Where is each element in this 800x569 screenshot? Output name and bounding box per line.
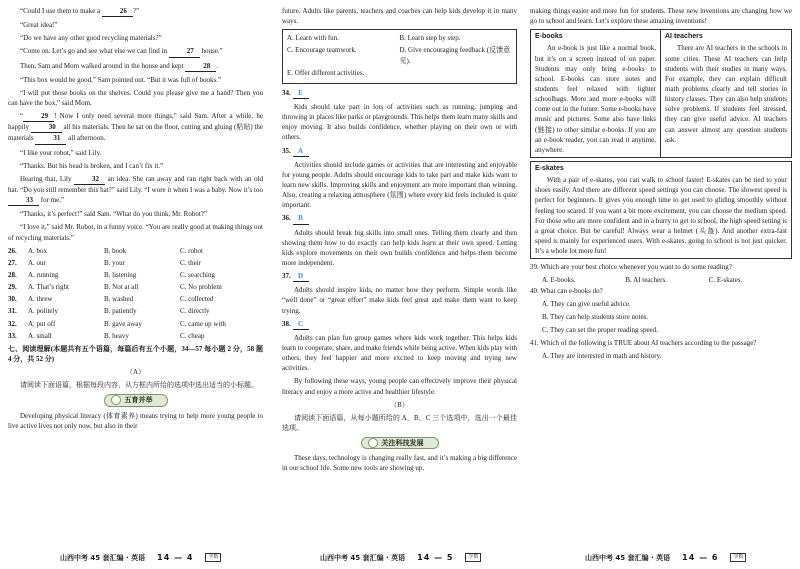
paragraph: future. Adults like parents, teachers and coaches can help kids develop it in many ways. bbox=[282, 7, 517, 26]
column-left bbox=[8, 6, 263, 546]
brand-logo: 学数 bbox=[730, 553, 746, 562]
answer-37[interactable]: D bbox=[293, 271, 309, 282]
question-row: 33. A. small B. heavy C. cheap bbox=[8, 331, 205, 340]
paragraph: “I love it,” said Mr. Robot, in a funny voice. “You are really good at making things out of recycling materials.” bbox=[8, 223, 263, 242]
option[interactable]: B. They can help students store notes. bbox=[542, 312, 649, 321]
question-39: 39. Which are your best choice whenever you want to do some reading? bbox=[530, 263, 732, 272]
question-row: 32. A. put off B. gave away C. came up with bbox=[8, 319, 226, 328]
blank-27[interactable]: 27 bbox=[169, 46, 200, 57]
topic-banner: 关注科技发展 bbox=[282, 437, 517, 449]
option[interactable]: A. They are interested in math and history. bbox=[542, 352, 662, 361]
gear-icon bbox=[368, 438, 378, 448]
eskates-text: With a pair of e-skates, you can walk to school faster! E-skates can be tied to your shoes easily. And there are different speed settings you can choose. The slowest speed is perfect for beginners. It gives you enough time to get used to gliding smoothly without feeling too scared. If you want a bit more excitement, you can choose the medium speed. For those who are more confident and in a hurry to get to school, the high speed setting is a great choice. But be careful! Always wear a helmet (头盔). And another extra-fast speed is mainly for experienced users. With e-skates, going to school is not just quicker. It’s a whole lot more fun! bbox=[535, 176, 787, 256]
paragraph: making things easier and more fun for students. These new inventions are changing how we go to school and learn. Let’s explore these amazing inventions! bbox=[530, 7, 792, 26]
ebooks-title: E-books bbox=[535, 33, 563, 41]
blank-30[interactable]: 30 bbox=[31, 122, 62, 133]
paragraph: “I like your robot,” said Lily. bbox=[20, 148, 102, 157]
blank-28[interactable]: 28 bbox=[185, 61, 216, 72]
ai-title: AI teachers bbox=[665, 33, 703, 41]
paragraph: Adults can plan fun group games where kids work together. This helps kids learn to cooperate, share, and make friends while being active. When kids play with others, they feel happier and more excited to keep moving and trying new activities. bbox=[282, 333, 517, 373]
part-label: （B） bbox=[390, 400, 409, 409]
eskates-box bbox=[530, 161, 792, 259]
question-41: 41. Which of the following is TRUE about AI teachers according to the passage? bbox=[530, 339, 757, 348]
question-row: 27. A. our B. your C. their bbox=[8, 258, 201, 267]
blank-26[interactable]: 26 bbox=[102, 6, 133, 17]
paragraph: “ 29 ! Now I only need several more things,” said Sam. After a while, he happily 30 all his materials. Then he sat on the floor, cutting and gluing (粘贴) the materials 31 all afternoon. bbox=[8, 111, 263, 144]
options-box: A. Learn with fun. B. Learn step by step. C. Encourage teamwork. D. Give encouraging feedback (反馈意见). E. Offer different activities. bbox=[282, 29, 517, 84]
footer-middle: 山西中考 45 套汇编 · 英语 14 — 5 学数 bbox=[320, 552, 481, 564]
question-line: 37. D bbox=[282, 271, 517, 282]
blank-31[interactable]: 31 bbox=[35, 133, 66, 144]
paragraph: Developing physical literacy (体育素养) means trying to help more young people to live active lives not only now, but also in their bbox=[8, 411, 263, 430]
paragraph: Then, Sam and Mom walked around in the house and kept 28 . bbox=[8, 61, 263, 72]
question-row: 29. A. That’s right B. Not at all C. No problem bbox=[8, 283, 222, 292]
paragraph: By following these ways, young people can effectively improve their physical literacy and enjoy a more active and healthier lifestyle. bbox=[282, 377, 517, 396]
gear-icon bbox=[111, 395, 121, 405]
ebooks-cell bbox=[531, 30, 661, 157]
column-right bbox=[530, 6, 792, 546]
brand-logo: 学数 bbox=[205, 553, 221, 562]
question-row: 26. A. box B. book C. robot bbox=[8, 246, 203, 255]
ebooks-text: An e-book is just like a normal book, but it’s on a screen instead of on paper. Students may only bring e-books to school. E-books can store notes and students feel relaxed with lighter schoolbags. More and more e-books will come out in the future. Some e-books have music and pictures. Some also have links (链接) to other similar e-books. If you are an e-book reader, you can read it anytime, anywhere. bbox=[535, 44, 656, 154]
paragraph: “Great idea!” bbox=[20, 21, 58, 30]
footer-left: 山西中考 45 套汇编 · 英语 14 — 4 学数 bbox=[60, 552, 221, 564]
section-heading: 七、阅读理解(本题共有五个语篇，每篇后有五个小题，34—57 每小题 2 分，58 题 4 分，共 52 分) bbox=[8, 344, 263, 363]
footer-right: 山西中考 45 套汇编 · 英语 14 — 6 学数 bbox=[585, 552, 746, 564]
answer-38[interactable]: C bbox=[293, 319, 309, 330]
paragraph: Hearing that, Lily 32 an idea. She ran away and ran right back with an old hat. “Do you still remember this hat?” said Lily. “I wore it when I was a baby. Now it’s too 33 for me.” bbox=[8, 174, 263, 206]
question-line: 36. B bbox=[282, 213, 517, 224]
paragraph: “This box would be good,” Sam pointed out. “But it was full of books.” bbox=[20, 75, 222, 84]
ai-cell bbox=[661, 30, 791, 157]
answer-35[interactable]: A bbox=[293, 146, 309, 157]
options-39: A. E-books. B. AI teachers. C. E-skates. bbox=[542, 276, 743, 285]
instruction: 请阅读下面语篇，从每小题所给的 A，B，C 三个选项中，选出一个最佳选项。 bbox=[282, 413, 517, 432]
question-40: 40. What can e-books do? bbox=[530, 286, 603, 295]
feature-table bbox=[530, 29, 792, 158]
option[interactable]: A. They can give useful advice. bbox=[542, 299, 631, 308]
paragraph: Adults should break big skills into small ones. Telling them clearly and then showing them how to do exactly can help kids learn at their own speed. Letting kids explore movements on their own builds confidence and helps them become more independent. bbox=[282, 228, 517, 267]
paragraph: “Come on. Let’s go and see what else we can find in 27 house.” bbox=[8, 46, 263, 57]
paragraph: Adults should inspire kids, no matter how they perform. Simple words like “well done” or “great effort” make kids feel great and make them want to keep trying. bbox=[282, 286, 517, 315]
topic-banner: 五育并举 bbox=[8, 394, 263, 406]
paragraph: These days, technology is changing really fast, and it’s making a big difference in our school life. Some new tools are showing up, bbox=[282, 454, 517, 473]
ai-text: There are AI teachers in the schools in some cities. These AI teachers can help students with their studies in many ways. For example, they can explain difficult math problems clearly and tell stories in history classes. They can also help students solve problems. If students feel stressed, they can give useful advice. AI teachers can answer almost any question students ask. bbox=[665, 44, 787, 144]
paragraph: “Do we have any other good recycling materials?” bbox=[20, 34, 162, 43]
answer-36[interactable]: B bbox=[293, 213, 309, 224]
column-middle bbox=[282, 6, 517, 546]
eskates-title: E-skates bbox=[535, 164, 564, 172]
answer-34[interactable]: E bbox=[293, 88, 309, 99]
brand-logo: 学数 bbox=[465, 553, 481, 562]
option[interactable]: C. They can set the proper reading speed. bbox=[542, 325, 658, 334]
question-line: 34. E bbox=[282, 88, 517, 99]
paragraph: Kids should take part in lots of activities such as running, jumping and throwing in places like parks or playgrounds. This helps them learn many skills and enjoy moving. It also builds confidence, whether playing on their own or with others. bbox=[282, 102, 517, 142]
question-row: 28. A. running B. listening C. searching bbox=[8, 270, 215, 279]
part-label: （A） bbox=[125, 368, 146, 377]
paragraph: “I will put those books on the shelves. Could you please give me a hand? Then you can have the box,” said Mom. bbox=[8, 88, 263, 107]
question-line: 38. C bbox=[282, 319, 517, 330]
blank-33[interactable]: 33 bbox=[8, 195, 39, 206]
paragraph: “Thanks. But his head is broken, and I can’t fix it.” bbox=[20, 161, 164, 170]
paragraph: “Thanks, it’s perfect!” said Sam. “What do you think, Mr. Robot?” bbox=[20, 210, 208, 219]
blank-29[interactable]: 29 bbox=[23, 111, 54, 122]
paragraph: “Could I use them to make a 26 ?” bbox=[8, 6, 263, 17]
paragraph: Activities should include games or activities that are interesting and enjoyable for young people. Adults should encourage kids to take part and make kids want to learn new skills. Improving skills and enjoyment are more important than winning. Also, creating a relaxing atmosphere (氛围) where every kid feels included is quite important. bbox=[282, 160, 517, 210]
question-row: 31. A. politely B. patiently C. directly bbox=[8, 307, 210, 316]
blank-32[interactable]: 32 bbox=[74, 174, 105, 185]
question-line: 35. A bbox=[282, 146, 517, 157]
choice-questions bbox=[8, 246, 263, 341]
question-row: 30. A. threw B. washed C. collected bbox=[8, 295, 214, 304]
instruction: 请阅读下面语篇，根据每段内容，从方框内所给的选项中选出适当的小标题。 bbox=[20, 381, 258, 390]
